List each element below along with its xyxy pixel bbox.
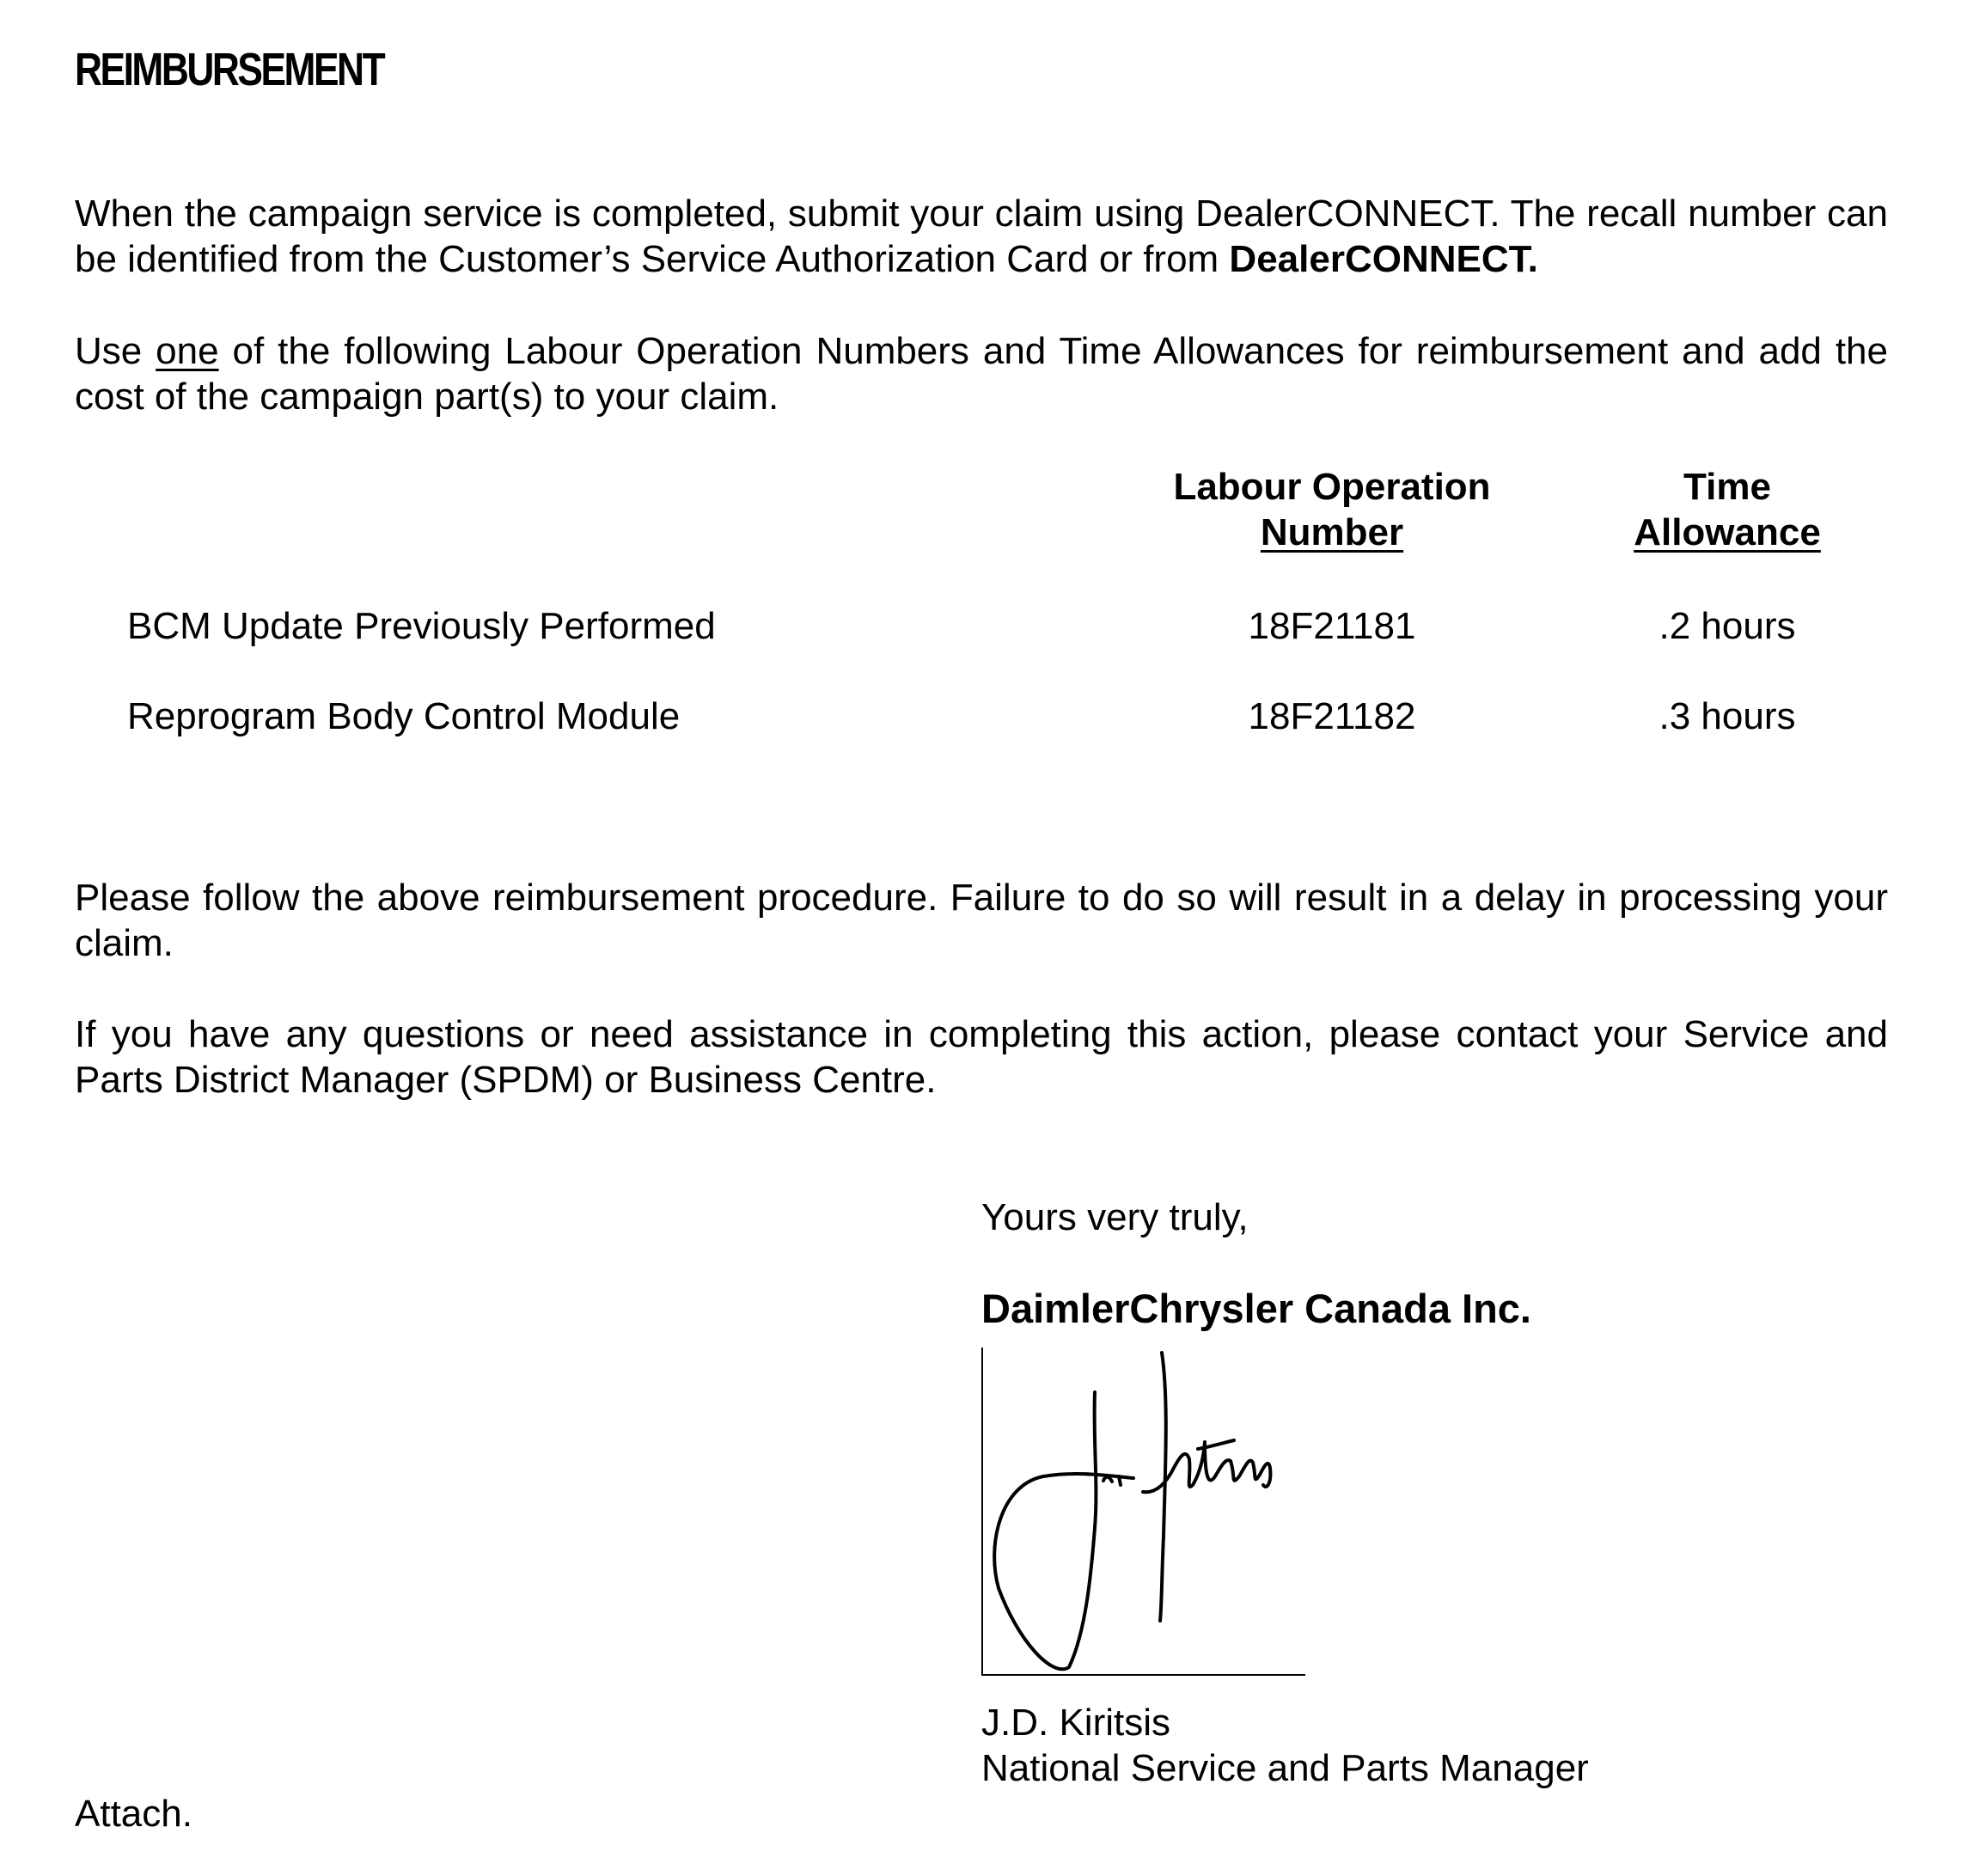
- claim-submission-text: When the campaign service is completed, submit your claim using DealerCONNECT. The recall number can be identified from the Customer’s Service Authorization Card or from: [75, 192, 1888, 280]
- labour-operation-text-after: of the following Labour Operation Numbers and Time Allowances for reimbursement and add the cost of the campaign part(s) to your claim.: [75, 330, 1888, 418]
- labour-operation-text-before: Use: [75, 330, 156, 372]
- page-title: REIMBURSEMENT: [75, 44, 384, 95]
- table-row-time: .3 hours: [1659, 695, 1796, 737]
- signer-name: J.D. Kiritsis: [981, 1702, 1170, 1744]
- company-name: DaimlerChrysler Canada Inc.: [981, 1286, 1531, 1331]
- labour-operation-paragraph: [75, 328, 1888, 419]
- column-header-number-line1: Labour Operation: [1173, 466, 1491, 508]
- table-row-description: BCM Update Previously Performed: [127, 605, 716, 647]
- signature-image: [983, 1347, 1305, 1674]
- column-header-number-line2: Number: [1260, 511, 1404, 553]
- closing-salutation: Yours very truly,: [981, 1196, 1249, 1238]
- contact-paragraph: If you have any questions or need assistance in completing this action, please contact your Service and Parts District Manager (SPDM) or Business Centre.: [75, 1013, 1888, 1101]
- claim-submission-paragraph: [75, 191, 1888, 282]
- one-underlined-text: one: [156, 330, 219, 372]
- signer-title: National Service and Parts Manager: [981, 1747, 1589, 1789]
- table-row-number: 18F21182: [1248, 695, 1416, 737]
- table-row-description: Reprogram Body Control Module: [127, 695, 681, 737]
- column-header-labour-operation-number: [1152, 464, 1512, 555]
- column-header-time-allowance: [1581, 464, 1873, 555]
- signature-box: [981, 1347, 1305, 1676]
- table-row-time: .2 hours: [1659, 605, 1796, 647]
- table-row-number: 18F21181: [1248, 605, 1416, 647]
- dealerconnect-bold-text: DealerCONNECT.: [1229, 238, 1538, 280]
- procedure-warning-paragraph: Please follow the above reimbursement procedure. Failure to do so will result in a delay in processing your claim.: [75, 877, 1888, 964]
- attachment-note: Attach.: [75, 1793, 192, 1835]
- column-header-time-line1: Time: [1683, 466, 1771, 508]
- column-header-time-line2: Allowance: [1634, 511, 1821, 553]
